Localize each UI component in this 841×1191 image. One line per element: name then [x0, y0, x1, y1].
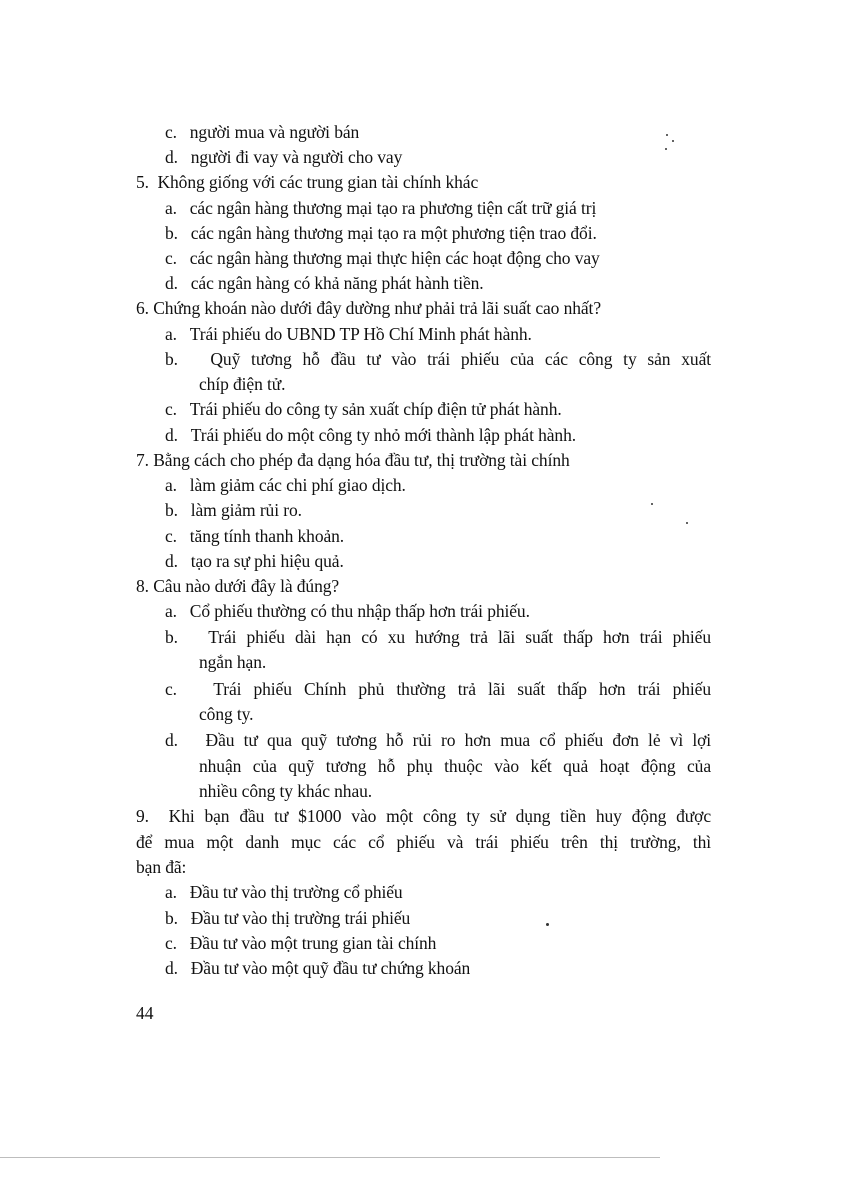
question-6: 6. Chứng khoán nào dưới đây dường như phải trả lãi suất cao nhất? — [136, 298, 601, 318]
text-line: bạn đã: — [136, 857, 187, 877]
text-line: d. các ngân hàng có khả năng phát hành tiền. — [165, 273, 484, 293]
text-line: d. người đi vay và người cho vay — [165, 147, 403, 167]
text-line: nhiều công ty khác nhau. — [199, 781, 373, 801]
scan-speck — [651, 503, 653, 505]
text-line: c. người mua và người bán — [165, 122, 360, 142]
text-line: để mua một danh mục các cổ phiếu và trái phiếu trên thị trường, thì — [136, 832, 711, 852]
text-line: b. Trái phiếu dài hạn có xu hướng trả lãi suất thấp hơn trái phiếu — [165, 627, 711, 647]
text-line: d. Đầu tư qua quỹ tương hỗ rủi ro hơn mua cổ phiếu đơn lẻ vì lợi — [165, 730, 711, 750]
text-line: b. Đầu tư vào thị trường trái phiếu — [165, 908, 411, 928]
text-line: b. Quỹ tương hỗ đầu tư vào trái phiếu của các công ty sản xuất — [165, 349, 711, 369]
scan-speck — [546, 923, 549, 926]
page-number: 44 — [136, 1003, 154, 1023]
question-9: 9. Khi bạn đầu tư $1000 vào một công ty sử dụng tiền huy động được — [136, 806, 711, 826]
text-line: a. Cổ phiếu thường có thu nhập thấp hơn trái phiếu. — [165, 601, 530, 621]
text-line: d. Đầu tư vào một quỹ đầu tư chứng khoán — [165, 958, 471, 978]
scan-speck — [665, 148, 667, 150]
text-line: a. Đầu tư vào thị trường cổ phiếu — [165, 882, 403, 902]
question-5: 5. Không giống với các trung gian tài chính khác — [136, 172, 479, 192]
text-line: c. Đầu tư vào một trung gian tài chính — [165, 933, 437, 953]
text-line: ngắn hạn. — [199, 652, 267, 672]
question-7: 7. Bằng cách cho phép đa dạng hóa đầu tư, thị trường tài chính — [136, 450, 570, 470]
text-line: d. tạo ra sự phi hiệu quả. — [165, 551, 344, 571]
text-line: c. tăng tính thanh khoản. — [165, 526, 345, 546]
bottom-rule — [0, 1157, 660, 1158]
text-line: chíp điện tử. — [199, 374, 286, 394]
scan-speck — [686, 522, 688, 524]
text-line: b. các ngân hàng thương mại tạo ra một phương tiện trao đổi. — [165, 223, 597, 243]
scan-speck — [666, 134, 668, 136]
text-line: a. làm giảm các chi phí giao dịch. — [165, 475, 406, 495]
text-line: c. các ngân hàng thương mại thực hiện các hoạt động cho vay — [165, 248, 600, 268]
text-line: a. Trái phiếu do UBND TP Hồ Chí Minh phát hành. — [165, 324, 532, 344]
text-line: c. Trái phiếu Chính phủ thường trả lãi suất thấp hơn trái phiếu — [165, 679, 711, 699]
question-8: 8. Câu nào dưới đây là đúng? — [136, 576, 340, 596]
text-line: c. Trái phiếu do công ty sản xuất chíp điện tử phát hành. — [165, 399, 562, 419]
text-line: d. Trái phiếu do một công ty nhỏ mới thành lập phát hành. — [165, 425, 576, 445]
text-line: a. các ngân hàng thương mại tạo ra phương tiện cất trữ giá trị — [165, 198, 597, 218]
text-line: nhuận của quỹ tương hỗ phụ thuộc vào kết quả hoạt động của — [199, 756, 711, 776]
text-line: b. làm giảm rủi ro. — [165, 500, 302, 520]
scan-speck — [672, 140, 674, 142]
text-line: công ty. — [199, 704, 254, 724]
